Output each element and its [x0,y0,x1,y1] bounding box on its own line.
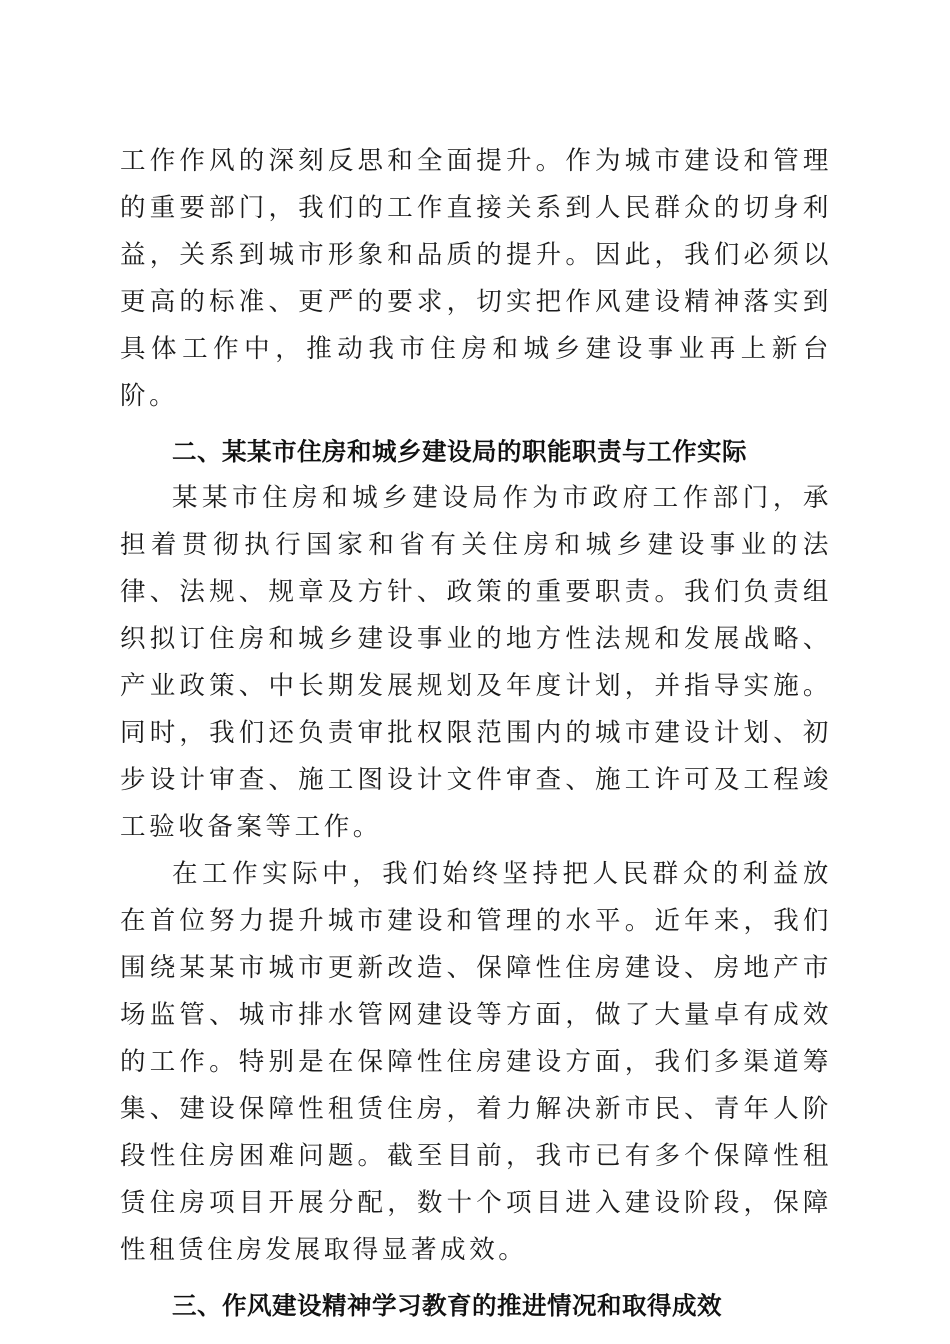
duties-paragraph: 某某市住房和城乡建设局作为市政府工作部门，承担着贯彻执行国家和省有关住房和城乡建设事业的法律、法规、规章及方针、政策的重要职责。我们负责组织拟订住房和城乡建设事业的地方性法规和发展战略、产业政策、中长期发展规划及年度计划，并指导实施。同时，我们还负责审批权限范围内的城市建设计划、初步设计审查、施工图设计文件审查、施工许可及工程竣工验收备案等工作。 [120,483,832,842]
practice-paragraph: 在工作实际中，我们始终坚持把人民群众的利益放在首位努力提升城市建设和管理的水平。近年来，我们围绕某某市城市更新改造、保障性住房建设、房地产市场监管、城市排水管网建设等方面，做了大量卓有成效的工作。特别是在保障性住房建设方面，我们多渠道筹集、建设保障性租赁住房，着力解决新市民、青年人阶段性住房困难问题。截至目前，我市已有多个保障性租赁住房项目开展分配，数十个项目进入建设阶段，保障性租赁住房发展取得显著成效。 [120,859,832,1265]
intro-paragraph: 工作作风的深刻反思和全面提升。作为城市建设和管理的重要部门，我们的工作直接关系到人民群众的切身利益，关系到城市形象和品质的提升。因此，我们必须以更高的标准、更严的要求，切实把作风建设精神落实到具体工作中，推动我市住房和城乡建设事业再上新台阶。 [120,146,832,411]
section-heading-3: 三、作风建设精神学习教育的推进情况和取得成效 [172,1291,722,1320]
section-heading-2: 二、某某市住房和城乡建设局的职能职责与工作实际 [172,437,747,466]
document-page [120,138,832,1329]
